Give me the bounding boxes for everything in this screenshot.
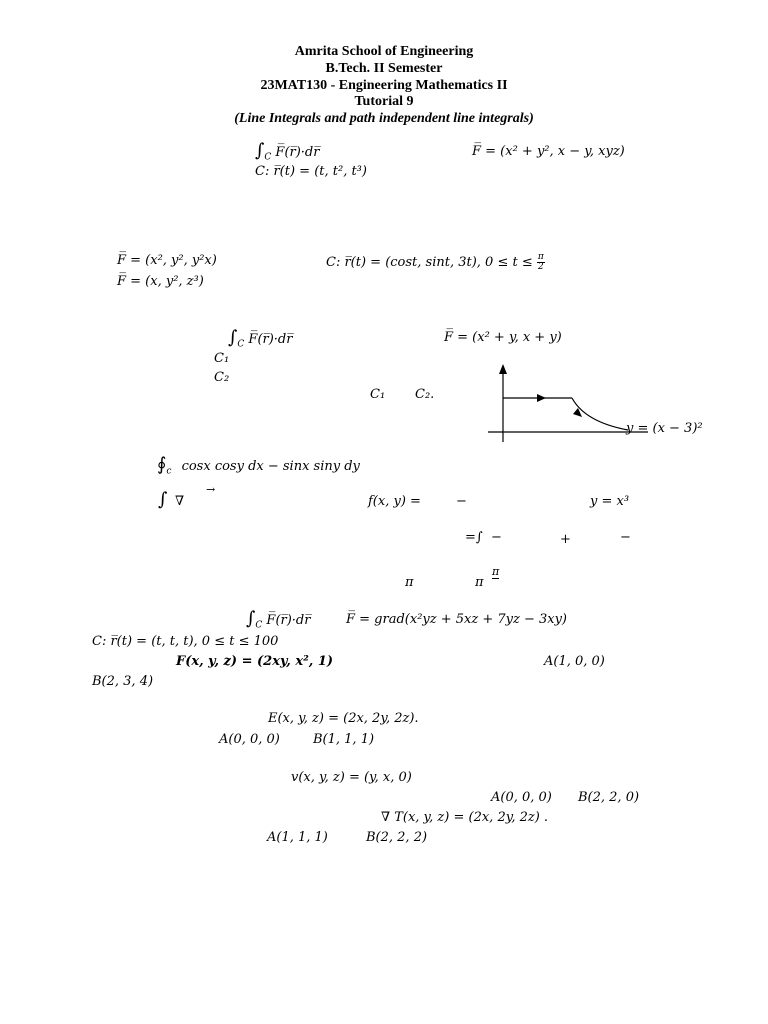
q1-field: F̅ = (x² + y², x − y, xyz) <box>472 144 625 159</box>
q7-point-a: A(1, 0, 0) <box>544 654 605 669</box>
q4-oint-sub: c <box>166 466 172 477</box>
q10-point-b: B(2, 2, 2) <box>366 830 428 845</box>
q5-dash-1: − <box>456 494 467 509</box>
q5-eq-int: =∫ <box>465 530 483 545</box>
q5-function: f(x, y) = <box>368 494 421 509</box>
q8-point-a: A(0, 0, 0) <box>219 732 280 747</box>
q5-curve: y = x³ <box>590 494 630 509</box>
q8-field: E(x, y, z) = (2x, 2y, 2z). <box>268 711 419 726</box>
q1-curve: C: r̅(t) = (t, t², t³) <box>255 164 367 179</box>
q6-integral-sub: C <box>255 620 263 631</box>
q5-pi-2: π <box>475 575 484 590</box>
q6-integral: $\int_C$ F̅(r̅)·dr̅ <box>246 608 311 631</box>
q1-integral: $\int_C$ F̅(r̅)·dr̅ <box>255 140 320 163</box>
q5-int-symbol: ∫ <box>158 489 168 510</box>
q1-integral-sub: C <box>264 152 272 163</box>
q8-point-b: B(1, 1, 1) <box>313 732 375 747</box>
course-title: 23MAT130 - Engineering Mathematics II <box>260 78 508 93</box>
graph-path-arrow <box>537 394 546 402</box>
q6-curve: C: r̅(t) = (t, t, t), 0 ≤ t ≤ 100 <box>92 634 279 649</box>
q3-integrand: F̅(r̅)·dr̅ <box>248 332 293 347</box>
q3-c1-ref: C₁ <box>370 387 386 402</box>
q2-curve-text: C: r̅(t) = (cost, sint, 3t), 0 ≤ t ≤ <box>326 255 533 270</box>
q6-integrand: F̅(r̅)·dr̅ <box>266 613 311 628</box>
q10-field: ∇ T(x, y, z) = (2x, 2y, 2z) . <box>381 810 549 825</box>
graph-y-arrow <box>499 364 507 374</box>
q5-nabla: ∇ <box>175 494 185 509</box>
q3-path-c1: C₁ <box>214 351 230 366</box>
q5-dash-2: − <box>491 530 502 545</box>
q7-field: F(x, y, z) = (2xy, x², 1) <box>176 654 334 669</box>
q5-plus: + <box>560 532 571 547</box>
q3-integral-sub: C <box>237 339 245 350</box>
q3-field: F̅ = (x² + y, x + y) <box>444 330 562 345</box>
tutorial-topic: (Line Integrals and path independent line integrals) <box>234 111 534 126</box>
q7-point-b: B(2, 3, 4) <box>92 674 154 689</box>
q5-dash-3: − <box>620 530 631 545</box>
school-name: Amrita School of Engineering <box>294 44 474 59</box>
q10-point-a: A(1, 1, 1) <box>267 830 328 845</box>
q5-pi-3: π <box>492 565 500 578</box>
q4-integrand: cosx cosy dx − sinx siny dy <box>181 459 360 474</box>
q2-field-b: F̅ = (x, y², z³) <box>117 274 204 289</box>
q9-point-a: A(0, 0, 0) <box>491 790 552 805</box>
q5-vector-arrow: → <box>206 483 216 496</box>
q6-field: F̅ = grad(x²yz + 5xz + 7yz − 3xy) <box>346 612 567 627</box>
q3-path-c2: C₂ <box>214 370 230 385</box>
program-semester: B.Tech. II Semester <box>325 61 443 76</box>
q2-frac-num: π <box>537 252 544 262</box>
q5-pi-1: π <box>405 575 414 590</box>
q3-integral: $\int_C$ F̅(r̅)·dr̅ <box>228 327 293 350</box>
q2-frac-den: 2 <box>537 262 544 272</box>
q4-contour-integral: $∮_c$ cosx cosy dx − sinx siny dy <box>157 454 360 477</box>
q2-curve <box>326 253 545 272</box>
q3-c2-ref: C₂. <box>415 387 435 402</box>
q9-field: v(x, y, z) = (y, x, 0) <box>291 770 412 785</box>
q2-field-a: F̅ = (x², y², y²x) <box>117 253 217 268</box>
q3-path-graph <box>480 360 720 450</box>
tutorial-number: Tutorial 9 <box>354 94 414 109</box>
q1-integrand: F̅(r̅)·dr̅ <box>275 145 320 160</box>
q2-pi-fraction <box>537 253 545 272</box>
q9-point-b: B(2, 2, 0) <box>578 790 640 805</box>
graph-curve-label: y = (x − 3)² <box>626 421 703 436</box>
